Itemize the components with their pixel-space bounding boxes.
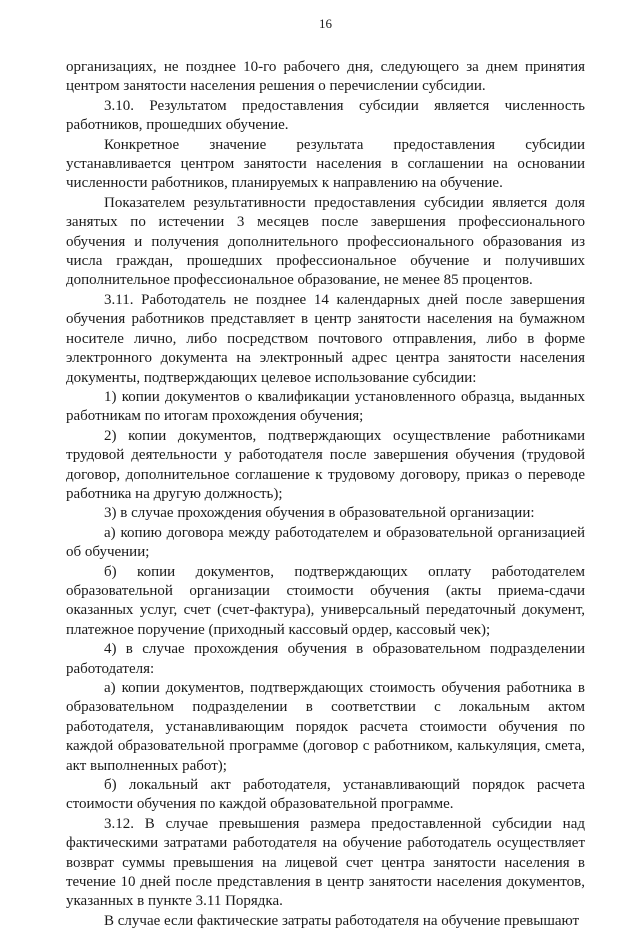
document-page — [66, 16, 585, 931]
paragraph-excess-costs: В случае если фактические затраты работодателя на обучение превышают — [104, 912, 580, 929]
paragraph-3-11: 3.11. Работодатель не позднее 14 календарных дней после завершения обучения работников представляет в центр занятости населения на бумажном носителе лично, либо посредством почтового отправления, либо в форме электронного документа на электронный адрес центра занятости населения документы, подтверждающих целевое использование субсидии: — [66, 291, 585, 386]
list-item-4a: а) копии документов, подтверждающих стоимость обучения работника в образовательном подразделении в соответствии с локальным актом работодателя, устанавливающим порядок расчета стоимости обучения по каждой образовательной программе (договор с работником, калькуляция, смета, акт выполненных работ); — [66, 680, 585, 774]
paragraph-3-12: 3.12. В случае превышения размера предоставленной субсидии над фактическими затратами работодателя на обучение работодатель осуществляет возврат суммы превышения на лицевой счет центра занятости населения в течение 10 дней после представления в центр занятости населения документов, указанных в пункте 3.11 Порядка. — [66, 815, 585, 910]
list-item-4: 4) в случае прохождения обучения в образовательном подразделении работодателя: — [66, 641, 585, 677]
list-item-3a: а) копию договора между работодателем и образовательной организацией об обучении; — [66, 524, 585, 561]
paragraph-effectiveness-indicator: Показателем результативности предоставления субсидии является доля занятых по истечении 3 месяцев после завершения профессионального обучения и получения дополнительного профессионального образования из числа граждан, прошедших профессиональное обучение и получивших дополнительное профессиональное образование, не менее 85 процентов. — [66, 194, 585, 289]
list-item-2: 2) копии документов, подтверждающих осуществление работниками трудовой деятельности у работодателя после завершения обучения (трудовой договор, дополнительное соглашение к трудовому договору, приказ о переводе работника на другую должность); — [66, 427, 585, 502]
list-item-4b: б) локальный акт работодателя, устанавливающий порядок расчета стоимости обучения по каждой образовательной программе. — [66, 777, 585, 813]
page-number: 16 — [319, 16, 332, 31]
list-item-1: 1) копии документов о квалификации установленного образца, выданных работникам по итогам прохождения обучения; — [66, 388, 585, 425]
paragraph-continuation: организациях, не позднее 10-го рабочего дня, следующего за днем принятия центром занятости населения решения о перечислении субсидии. — [66, 59, 585, 95]
list-item-3: 3) в случае прохождения обучения в образовательной организации: — [104, 505, 535, 522]
list-item-3b: б) копии документов, подтверждающих оплату работодателем образовательной организации стоимости обучения (акты приема-сдачи оказанных услуг, счет (счет-фактура), универсальный передаточный документ, платежное поручение (приходный кассовый ордер, кассовый чек); — [66, 563, 585, 638]
paragraph-3-10: 3.10. Результатом предоставления субсидии является численность работников, прошедших обучение. — [66, 97, 585, 134]
paragraph-result-value: Конкретное значение результата предоставления субсидии устанавливается центром занятости населения в соглашении на основании численности работников, планируемых к направлению на обучение. — [66, 136, 585, 192]
